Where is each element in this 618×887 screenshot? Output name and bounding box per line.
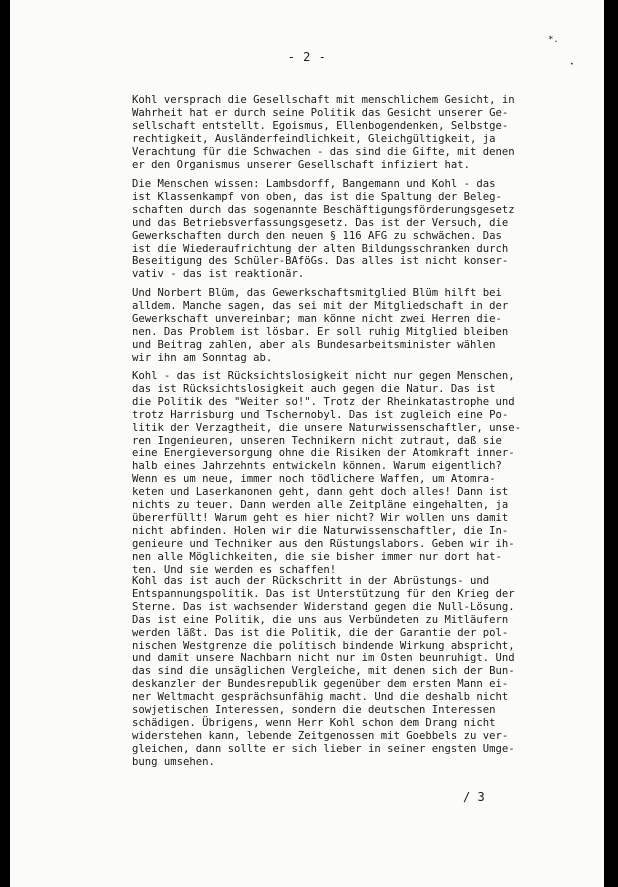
text-line: Die Menschen wissen: Lambsdorff, Bangemann und Kohl - das bbox=[132, 178, 496, 190]
text-line: Und Norbert Blüm, das Gewerkschaftsmitglied Blüm hilft bei bbox=[132, 287, 502, 299]
paragraph-2 bbox=[132, 178, 577, 281]
text-line: wir ihn am Sonntag ab. bbox=[132, 351, 273, 364]
text-line: schaften durch das sogenannte Beschäftigungsförderungsgesetz bbox=[132, 203, 515, 216]
text-line: keten und Laserkanonen geht, dann geht doch alles! Dann ist bbox=[132, 486, 509, 499]
document-page bbox=[10, 0, 604, 887]
text-line: nen alle Möglichkeiten, die sie bisher immer nur dort hat- bbox=[132, 550, 502, 563]
text-line: Beseitigung des Schüler-BAföGs. Das alles ist nicht konser- bbox=[132, 255, 509, 268]
text-line: ist Klassenkampf von oben, das ist die Spaltung der Beleg- bbox=[132, 190, 502, 203]
text-line: Entspannungspolitik. Das ist Unterstützung für den Krieg der bbox=[132, 587, 515, 600]
text-line: nicht abfinden. Holen wir die Naturwissenschaftler, die In- bbox=[132, 524, 509, 537]
text-line: nichts zu teuer. Dann werden alle Zeitpläne eingehalten, ja bbox=[132, 499, 509, 512]
text-line: Wahrheit hat er durch seine Politik das Gesicht unserer Ge- bbox=[132, 106, 509, 119]
text-line: ist die Wiederaufrichtung der alten Bildungsschranken durch bbox=[132, 242, 509, 255]
margin-mark: *. bbox=[548, 35, 559, 45]
text-line: ten. Und sie werden es schaffen! bbox=[132, 563, 337, 576]
text-line: die Politik des "Weiter so!". Trotz der Rheinkatastrophe und bbox=[132, 395, 515, 408]
text-line: widerstehen kann, lebende Zeitgenossen mit Goebbels zu ver- bbox=[132, 729, 509, 742]
text-line: er den Organismus unserer Gesellschaft infiziert hat. bbox=[132, 158, 471, 171]
text-line: bung umsehen. bbox=[132, 755, 215, 768]
text-line: Kohl das ist auch der Rückschritt in der Abrüstungs- und bbox=[132, 575, 490, 587]
text-line: und Beitrag zahlen, aber als Bundesarbeitsminister wählen bbox=[132, 338, 496, 351]
text-line: rechtigkeit, Ausländerfeindlichkeit, Gleichgültigkeit, ja bbox=[132, 132, 496, 145]
text-line: Kohl - das ist Rücksichtslosigkeit nicht nur gegen Menschen, bbox=[132, 370, 515, 382]
text-line: nen. Das Problem ist lösbar. Er soll ruhig Mitglied bleiben bbox=[132, 325, 509, 338]
text-line: werden läßt. Das ist die Politik, die der Garantie der pol- bbox=[132, 626, 509, 639]
text-line: nischen Westgrenze die politisch bindende Wirkung abspricht, bbox=[132, 639, 515, 652]
margin-mark: • bbox=[570, 61, 574, 68]
page-number: - 2 - bbox=[287, 50, 327, 64]
text-line: alldem. Manche sagen, das sei mit der Mitgliedschaft in der bbox=[132, 299, 509, 312]
paragraph-3 bbox=[132, 287, 577, 364]
text-line: ner Weltmacht gesprächsunfähig macht. Und die deshalb nicht bbox=[132, 691, 509, 704]
text-line: sellschaft entstellt. Egoismus, Ellenbogendenken, Selbstge- bbox=[132, 119, 509, 132]
text-line: das ist Rücksichtslosigkeit auch gegen die Natur. Das ist bbox=[132, 382, 496, 395]
text-line: halb eines Jahrzehnts entwickeln können. Warum eigentlich? bbox=[132, 460, 502, 473]
text-line: gleichen, dann sollte er sich lieber in seiner engsten Umge- bbox=[132, 742, 515, 755]
text-line: deskanzler der Bundesrepublik gegenüber dem ersten Mann ei- bbox=[132, 678, 509, 691]
paragraph-5 bbox=[132, 575, 577, 769]
text-line: Verachtung für die Schwachen - das sind die Gifte, mit denen bbox=[132, 145, 515, 158]
text-line: übererfüllt! Warum geht es hier nicht? Wir wollen uns damit bbox=[132, 511, 509, 524]
text-line: vativ - das ist reaktionär. bbox=[132, 268, 305, 281]
paragraph-1 bbox=[132, 94, 577, 171]
text-line: Gewerkschaft unvereinbar; man könne nicht zwei Herren die- bbox=[132, 312, 502, 325]
text-line: litik der Verzagtheit, die unsere Naturwissenschaftler, unse- bbox=[132, 421, 522, 434]
text-line: genieure und Techniker aus den Rüstungslabors. Geben wir ih- bbox=[132, 537, 515, 550]
text-line: eine Energieversorgung ohne die Risiken der Atomkraft inner- bbox=[132, 447, 515, 460]
text-line: schädigen. Übrigens, wenn Herr Kohl schon dem Drang nicht bbox=[132, 716, 496, 729]
text-line: und damit unsere Nachbarn nicht nur im Osten beunruhigt. Und bbox=[132, 652, 515, 665]
text-line: das sind die unsäglichen Vergleiche, mit denen sich der Bun- bbox=[132, 665, 515, 678]
text-line: ren Ingenieuren, unseren Technikern nicht zutraut, daß sie bbox=[132, 434, 502, 447]
text-line: Wenn es um neue, immer noch tödlichere Waffen, um Atomra- bbox=[132, 473, 496, 486]
text-line: Gewerkschaften durch den neuen § 116 AFG zu schwächen. Das bbox=[132, 229, 502, 242]
paragraph-4 bbox=[132, 370, 577, 577]
text-line: trotz Harrisburg und Tschernobyl. Das ist zugleich eine Po- bbox=[132, 408, 509, 421]
text-line: sowjetischen Interessen, sondern die deutschen Interessen bbox=[132, 704, 496, 717]
text-line: Das ist eine Politik, die uns aus Verbündeten zu Mitläufern bbox=[132, 613, 509, 626]
text-line: Sterne. Das ist wachsender Widerstand gegen die Null-Lösung. bbox=[132, 600, 515, 613]
continuation-marker: / 3 bbox=[463, 790, 485, 804]
text-line: und das Betriebsverfassungsgesetz. Das ist der Versuch, die bbox=[132, 216, 509, 229]
text-line: Kohl versprach die Gesellschaft mit menschlichem Gesicht, in bbox=[132, 94, 515, 106]
